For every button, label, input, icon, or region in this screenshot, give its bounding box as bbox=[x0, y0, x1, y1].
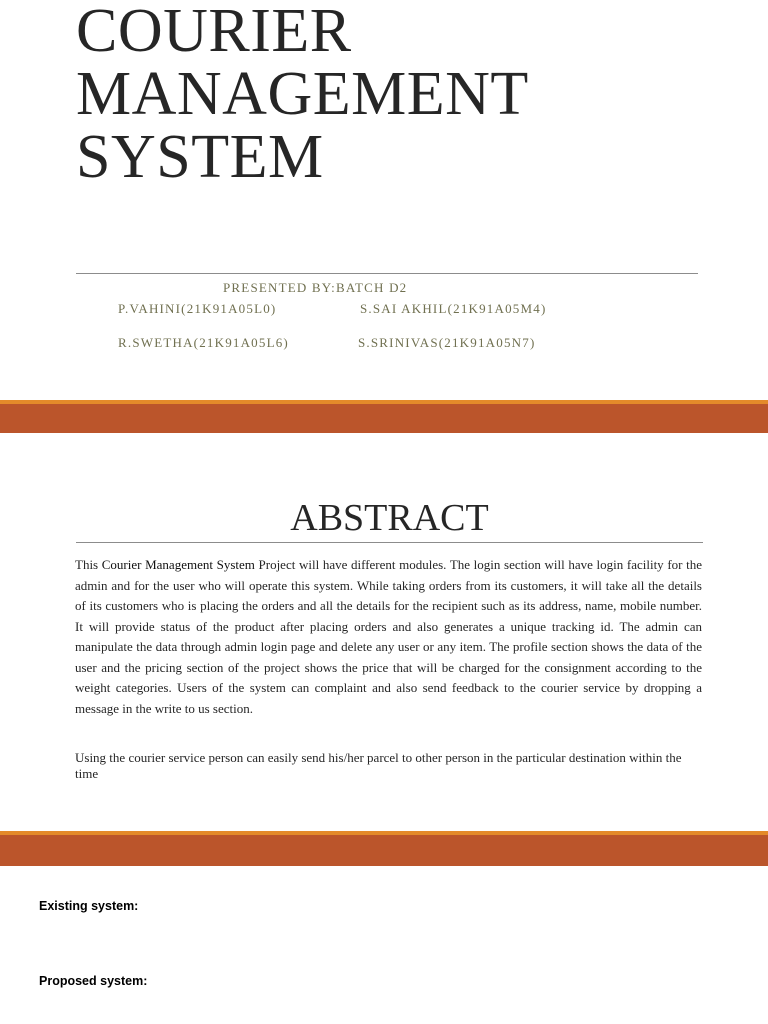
abstract-paragraph bbox=[75, 555, 702, 719]
title-slide bbox=[0, 0, 768, 400]
abstract-text: Project will have different modules. The login section will have login facility for the admin and for the user who will operate this system. While taking orders from its customers, it will take all the details of its customers who is placing the orders and all the details for the recipient such as its address, name, mobile number. It will provide status of the product after placing orders and also generates a unique tracking id. The admin can bbox=[75, 557, 702, 634]
abstract-text: This bbox=[75, 557, 102, 572]
abstract-text: manipulate bbox=[75, 639, 133, 654]
abstract-divider bbox=[76, 542, 703, 543]
systems-slide bbox=[0, 866, 768, 1024]
title-line: SYSTEM bbox=[76, 123, 324, 191]
abstract-text: the data through admin login page and delete any user or any item. The profile section shows the data of the user and the pricing section of the project shows the price that will be charged for the consignment according to the weight categories. Users of the system can complaint and also send feedback to the courier service by dropping a message in the write to us section. bbox=[75, 639, 702, 716]
team-member: R.SWETHA(21K91A05L6) bbox=[118, 335, 289, 350]
abstract-paragraph-2: Using the courier service person can easily send his/her parcel to other person in the particular destination within the time bbox=[75, 750, 682, 781]
title-line: MANAGEMENT bbox=[76, 60, 529, 128]
title-line: COURIER bbox=[76, 0, 352, 65]
existing-system-label: Existing system: bbox=[39, 899, 139, 913]
abstract-heading: ABSTRACT bbox=[290, 497, 489, 539]
team-member: S.SAI AKHIL(21K91A05M4) bbox=[360, 301, 547, 316]
project-name-highlight: Courier Management System bbox=[101, 557, 255, 572]
title-divider bbox=[76, 273, 698, 274]
presented-by-label: PRESENTED BY:BATCH D2 bbox=[223, 280, 408, 295]
abstract-slide bbox=[0, 433, 768, 831]
main-title bbox=[76, 0, 529, 189]
proposed-system-label: Proposed system: bbox=[39, 974, 148, 988]
slide-separator bbox=[0, 831, 768, 866]
slide-separator bbox=[0, 400, 768, 433]
team-member: S.SRINIVAS(21K91A05N7) bbox=[358, 335, 536, 350]
team-member: P.VAHINI(21K91A05L0) bbox=[118, 301, 277, 316]
